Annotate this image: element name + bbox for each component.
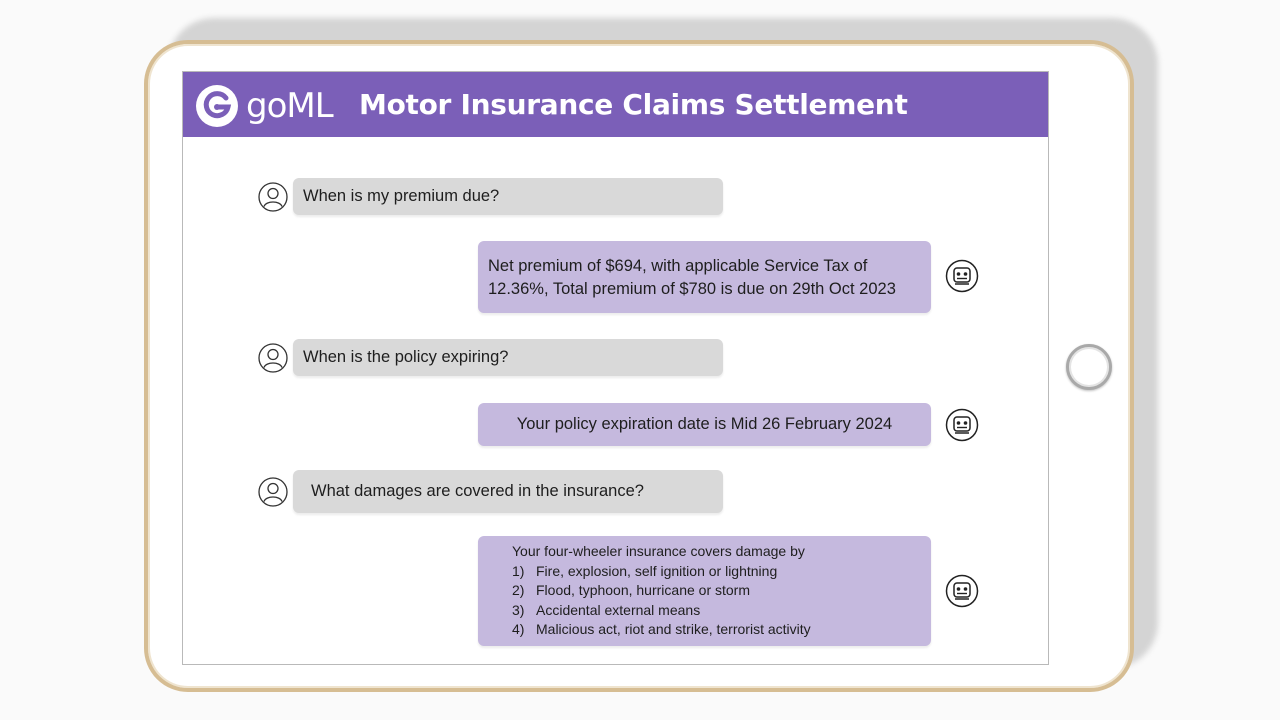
user-avatar-icon (258, 343, 288, 373)
coverage-list (478, 562, 931, 640)
list-item-number: 2) (512, 582, 525, 598)
list-item-text: Accidental external means (536, 601, 701, 618)
user-avatar-icon (258, 477, 288, 507)
list-item-text: Fire, explosion, self ignition or lightning (536, 562, 778, 579)
user-message-bubble (293, 470, 723, 513)
bot-message-text: Net premium of $694, with applicable Service Tax of 12.36%, Total premium of $780 is due on 29th Oct 2023 (488, 257, 896, 298)
bot-message-bubble (478, 403, 931, 446)
bot-message-text: Your policy expiration date is Mid 26 February 2024 (516, 415, 893, 433)
bot-list-intro: Your four-wheeler insurance covers damage by (512, 543, 805, 559)
list-item (478, 562, 931, 582)
list-item-number: 4) (512, 621, 525, 637)
user-message-bubble (293, 178, 723, 215)
robot-avatar-icon (945, 259, 979, 293)
robot-avatar-icon (945, 408, 979, 442)
bot-message-bubble (478, 241, 931, 313)
goml-logo-icon (195, 84, 239, 128)
list-item (478, 601, 931, 621)
tablet-home-button[interactable] (1066, 344, 1112, 390)
user-message-text: When is the policy expiring? (303, 348, 509, 366)
user-message-bubble (293, 339, 723, 376)
brand-logo[interactable] (195, 84, 333, 128)
robot-avatar-icon (945, 574, 979, 608)
list-item-text: Flood, typhoon, hurricane or storm (536, 582, 750, 598)
user-message-text: When is my premium due? (303, 187, 500, 205)
list-item (478, 581, 931, 601)
page-title: Motor Insurance Claims Settlement (359, 88, 908, 121)
list-item-text: Malicious act, riot and strike, terrorist activity (536, 621, 811, 637)
bot-message-bubble (478, 536, 931, 646)
list-item-number: 1) (512, 562, 525, 579)
list-item (478, 620, 931, 640)
user-avatar-icon (258, 182, 288, 212)
chat-screen (182, 71, 1049, 665)
user-message-text: What damages are covered in the insurance? (311, 482, 644, 500)
brand-name: goML (246, 86, 333, 126)
app-header (183, 72, 1048, 137)
list-item-number: 3) (512, 601, 525, 618)
